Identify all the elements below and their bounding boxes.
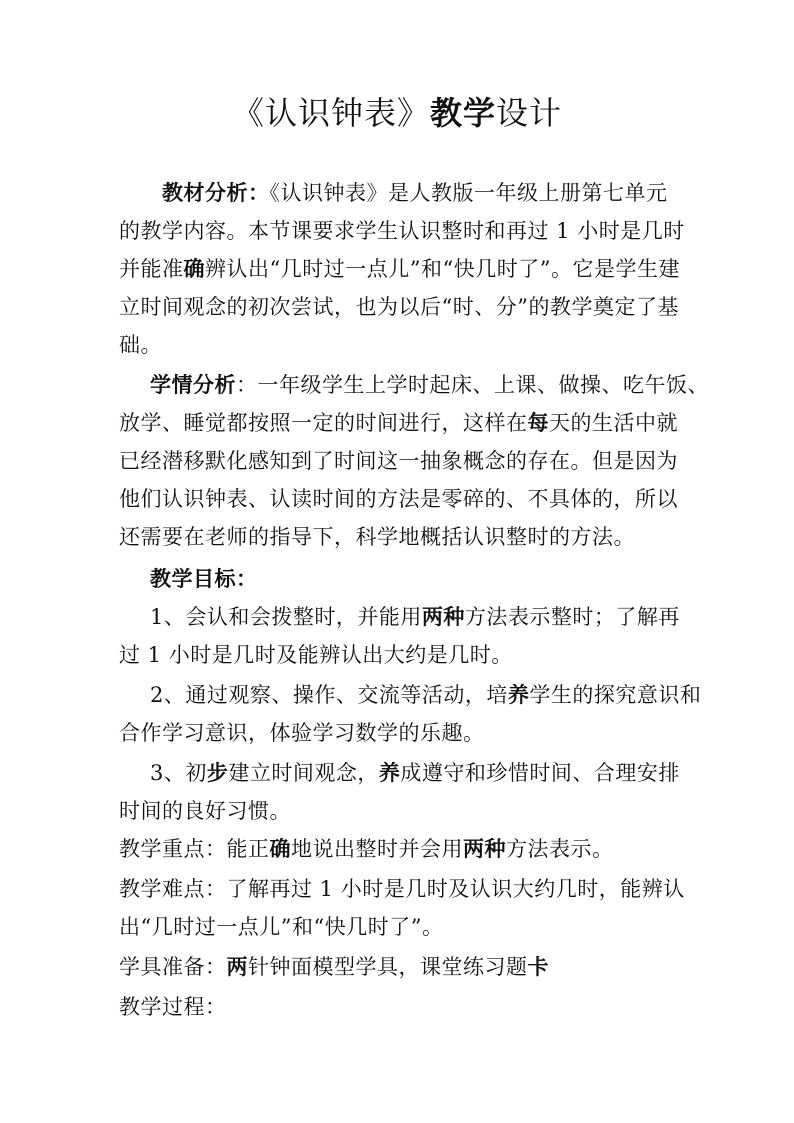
difficulty-line-1: 教学难点：了解再过 1 小时是几时及认识大约几时，能辨认 <box>119 877 685 901</box>
objective-1-line-1: 1、会认和会拨整时，并能用两种方法表示整时；了解再 <box>150 604 680 629</box>
objectives-heading: 教学目标： <box>150 566 258 591</box>
learner-analysis-line-4: 他们认识钟表、认读时间的方法是零碎的、不具体的，所以 <box>119 487 678 511</box>
title-suffix: 设计 <box>496 94 563 132</box>
learner-analysis-line-1: 学情分析：一年级学生上学时起床、上课、做操、吃午饭、 <box>150 372 709 397</box>
material-analysis-line-5: 础。 <box>119 333 162 357</box>
material-analysis-line-1: 教材分析：《认识钟表》是人教版一年级上册第七单元 <box>162 180 668 205</box>
page-title <box>0 92 794 134</box>
material-analysis-line-3: 并能准确辨认出“几时过一点儿”和“快几时了”。它是学生建 <box>119 256 680 281</box>
material-analysis-label: 教材分析： <box>162 180 270 205</box>
difficulty-line-2: 出“几时过一点儿”和“快几时了”。 <box>119 915 444 939</box>
material-analysis-line-4: 立时间观念的初次尝试，也为以后“时、分”的教学奠定了基 <box>119 295 679 319</box>
objective-2-line-1: 2、通过观察、操作、交流等活动，培养学生的探究意识和 <box>150 682 702 707</box>
materials-line: 学具准备：两针钟面模型学具，课堂练习题卡 <box>119 954 549 979</box>
objective-1-line-2: 过 1 小时是几时及能辨认出大约是几时。 <box>119 643 513 667</box>
objective-2-line-2: 合作学习意识，体验学习数学的乐趣。 <box>119 721 485 745</box>
objective-3-line-1: 3、初步建立时间观念，养成遵守和珍惜时间、合理安排 <box>150 760 680 785</box>
key-point-line: 教学重点：能正确地说出整时并会用两种方法表示。 <box>119 836 614 861</box>
objective-3-line-2: 时间的良好习惯。 <box>119 799 291 823</box>
process-heading: 教学过程： <box>119 995 227 1019</box>
title-book-name: 《认识钟表》 <box>231 94 430 132</box>
learner-analysis-line-3: 已经潜移默化感知到了时间这一抽象概念的存在。但是因为 <box>119 449 678 473</box>
learner-analysis-line-5: 还需要在老师的指导下，科学地概括认识整时的方法。 <box>119 525 635 549</box>
learner-analysis-line-2: 放学、睡觉都按照一定的时间进行，这样在每天的生活中就 <box>119 410 678 435</box>
title-bold-part: 教学 <box>429 94 496 132</box>
material-analysis-line-2: 的教学内容。本节课要求学生认识整时和再过 1 小时是几时 <box>119 219 685 243</box>
learner-analysis-label: 学情分析 <box>150 372 236 397</box>
